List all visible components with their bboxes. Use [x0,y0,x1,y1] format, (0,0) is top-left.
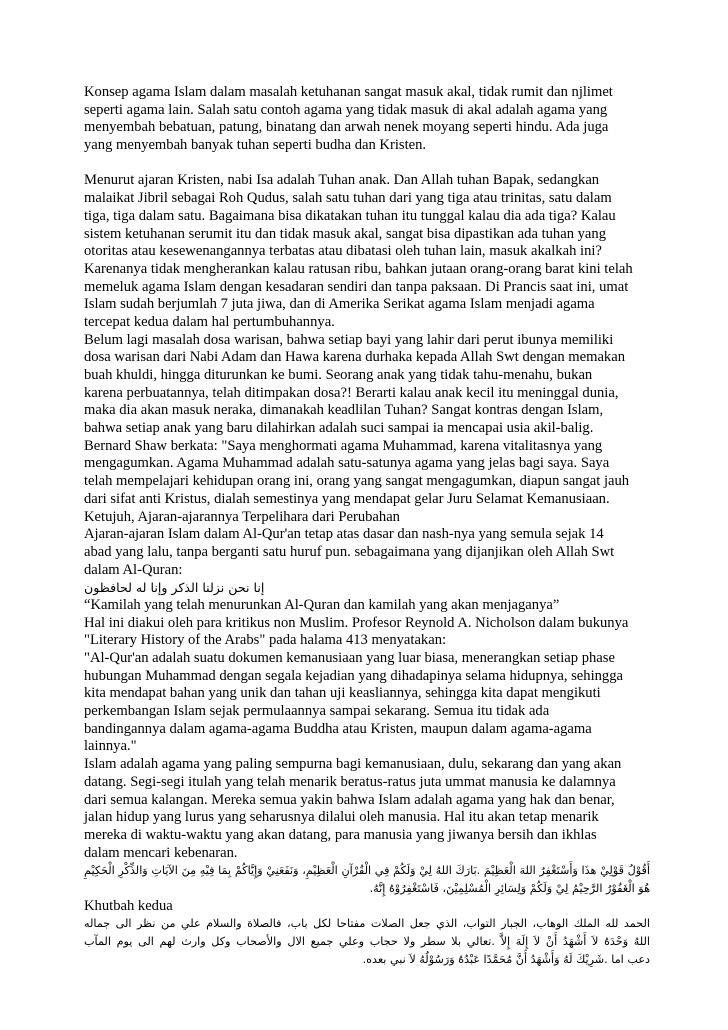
text-line: hubungan Muhammad dengan segala kejadian yang dihadapinya selama hidupnya, sehingga [84,667,623,684]
khutbah-heading: Khutbah kedua [84,897,173,914]
text-line: perkembangan Islam sejak permulaannya sampai sekarang. Semua itu tidak ada [84,703,550,720]
text-line: yang menyembah banyak tuhan seperti budha dan Kristen. [84,137,427,154]
text-line: Bernard Shaw berkata: "Saya menghormati agama Muhammad, karena vitalitasnya yang [84,437,603,454]
text-line: tiga, tiga dalam satu. Bagaimana bisa dikatakan tuhan itu tunggal kalau dia ada tiga? Kalau [84,207,616,224]
paragraph-spacer [84,155,650,173]
text-line: memeluk agama Islam dengan kesadaran sendiri dan tanpa paksaan. Di Prancis saat ini, umat [84,278,629,295]
text-line: dosa warisan dari Nabi Adam dan Hawa karena durhaka kepada Allah Swt dengan memakan [84,349,625,366]
text-line: seperti agama lain. Salah satu contoh agama yang tidak masuk di akal adalah agama yang [84,101,608,118]
arabic-line: هُوَ الْغَفُوْرُ الرَّحِيْمُ لِيْ وَلَكُمْ وَلِسَائِرِ الْمُسْلِمِيْنَ، فَاسْتَغْفِرُوْهُ إِنَّهُ. [369,881,650,895]
document-body [84,84,650,968]
text-line: abad yang lalu, tanpa berganti satu huruf pun. sebagaimana yang dijanjikan oleh Allah Swt [84,543,615,560]
text-line: sistem ketuhanan serumit itu dan tidak masuk akal, sangat bisa dipastikan ada tuhan yang [84,225,607,242]
arabic-line: دعب اما .شَرِيْكَ لَهُ وَأَشْهَدُ أَنَّ مُحَمَّدًا عَبْدُهُ وَرَسُوْلُهُ لاَ نبي بعده. [362,952,650,966]
section-heading: Ketujuh, Ajaran-ajarannya Terpelihara dari Perubahan [84,508,400,525]
text-line: otoritas atau kesewenangannya terbatas atau dibatasi oleh tuhan lain, masuk akalkah ini? [84,243,602,260]
text-line: telah mempelajari kehidupan orang ini, orang yang sangat mengagumkan, diapun sangat jauh [84,473,630,490]
text-line: Islam adalah agama yang paling sempurna bagi kemanusiaan, dulu, sekarang dan yang akan [84,756,622,773]
text-line: "Literary History of the Arabs" pada halama 413 menyatakan: [84,632,447,649]
text-line: kita mendapat bahan yang unik dan tahan uji keasliannya, sehingga kita dapat mengikuti [84,685,601,702]
text-line: Ajaran-ajaran Islam dalam Al-Qur'an tetap atas dasar dan nash-nya yang semula sejak 14 [84,526,604,543]
text-line: tercepat kedua dalam hal pertumbuhannya. [84,313,335,330]
text-line: bahwa setiap anak yang baru dilahirkan adalah suci sampai ia mencapai usia akil-balig. [84,420,594,437]
text-line: malaikat Jibril sebagai Roh Qudus, salah satu tuhan dari yang tiga atau trinitas, satu dalam [84,190,612,207]
text-line: karena perbuatannya, telah ditimpakan dosa?! Berarti kalau anak kecil itu meninggal dunia, [84,384,619,401]
khutbah-arabic [84,915,650,968]
text-line: dalam Al-Quran: [84,561,183,578]
closing-prayer [84,862,650,897]
text-line: "Al-Qur'an adalah suatu dokumen kemanusiaan yang luar biasa, menerangkan setiap phase [84,650,615,666]
text-line: Konsep agama Islam dalam masalah ketuhanan sangat masuk akal, tidak rumit dan njlimet [84,84,613,100]
text-line: Islam sudah berjumlah 7 juta jiwa, dan di Amerika Serikat agama Islam menjadi agama [84,296,595,313]
arabic-line: أَقُوْلُ قَوْلِيْ هذَا وَأَسْتَغْفِرُ اللهَ الْعَظِيْمَ .بَارَكَ اللهُ لِيْ وَلَكُمْ فِي الْقُرْآنِ الْعَظِيْمِ، وَنَفَعَنِيْ وَإِيَّاكُمْ بِمَا فِيْهِ مِنَ الآيَاتِ وَالذِّكْرِ الْحَكِيْمِ [84,864,650,878]
text-line: Hal ini diakui oleh para kritikus non Muslim. Profesor Reynold A. Nicholson dalam bukunya [84,614,629,631]
verse-translation: “Kamilah yang telah menurunkan Al-Quran dan kamilah yang akan menjaganya” [84,596,560,613]
quran-verse-text: إنا نحن نزلنا الذكر وإنا له لحافظون [84,580,265,596]
text-line: jalan hidup yang lurus yang seharusnya dilalui oleh manusia. Hal itu akan tetap menarik [84,809,599,826]
text-line: lainnya." [84,738,137,755]
text-line: buah khuldi, hingga diturunkan ke bumi. Seorang anak yang tidak tahu-menahu, bukan [84,367,593,383]
arabic-line: اللهُ وَحْدَهُ لاَ أَشْهَدُ أَنْ لاَ إِلَهَ إِلاَّ .تعالي بلا سطر ولا حجاب وعلي جميع الال والأصحاب وكل وارث لهم الى يوم المآب [84,935,650,948]
text-line: Belum lagi masalah dosa warisan, bahwa setiap bayi yang lahir dari perut ibunya memiliki [84,331,614,348]
text-line: dari sifat anti Kristus, dialah semestinya yang mendapat gelar Juru Selamat Kemanusiaan. [84,490,610,507]
text-line: Menurut ajaran Kristen, nabi Isa adalah Tuhan anak. Dan Allah tuhan Bapak, sedangkan [84,172,600,189]
text-line: dalam mencari kebenaran. [84,844,238,861]
text-line: menyembah bebatuan, patung, binatang dan arwah nenek moyang seperti hindu. Ada juga [84,119,609,136]
text-line: dari semua kalangan. Mereka semua yakin bahwa Islam adalah agama yang hak dan benar, [84,791,615,808]
paragraph-intro [84,84,650,155]
quran-verse [84,579,650,597]
paragraph-nicholson [84,597,650,862]
text-line: maka dia akan masuk neraka, dimanakah keadlilan Tuhan? Sangat kontras dengan Islam, [84,402,604,419]
text-line: bandingannya dalam agama-agama Buddha atau Kristen, maupun dalam agama-agama [84,720,592,737]
text-line: mereka di waktu-waktu yang akan datang, para manusia yang jiwanya bersih dan ikhlas [84,826,597,843]
text-line: datang. Segi-segi itulah yang telah menarik beratus-ratus juta ummat manusia ke dalamnya [84,773,616,790]
paragraph-trinity [84,172,650,579]
text-line: Karenanya tidak mengherankan kalau ratusan ribu, bahkan jutaan orang-orang barat kini telah [84,260,633,277]
text-line: mengagumkan. Agama Muhammad adalah satu-satunya agama yang jelas bagi saya. Saya [84,455,610,472]
arabic-line: الحمد لله الملك الوهاب، الجبار التواب، الذي جعل الصلات مفتاحا لكل باب، فالصلاة والسلام علي من نظر الى جماله [84,917,650,931]
